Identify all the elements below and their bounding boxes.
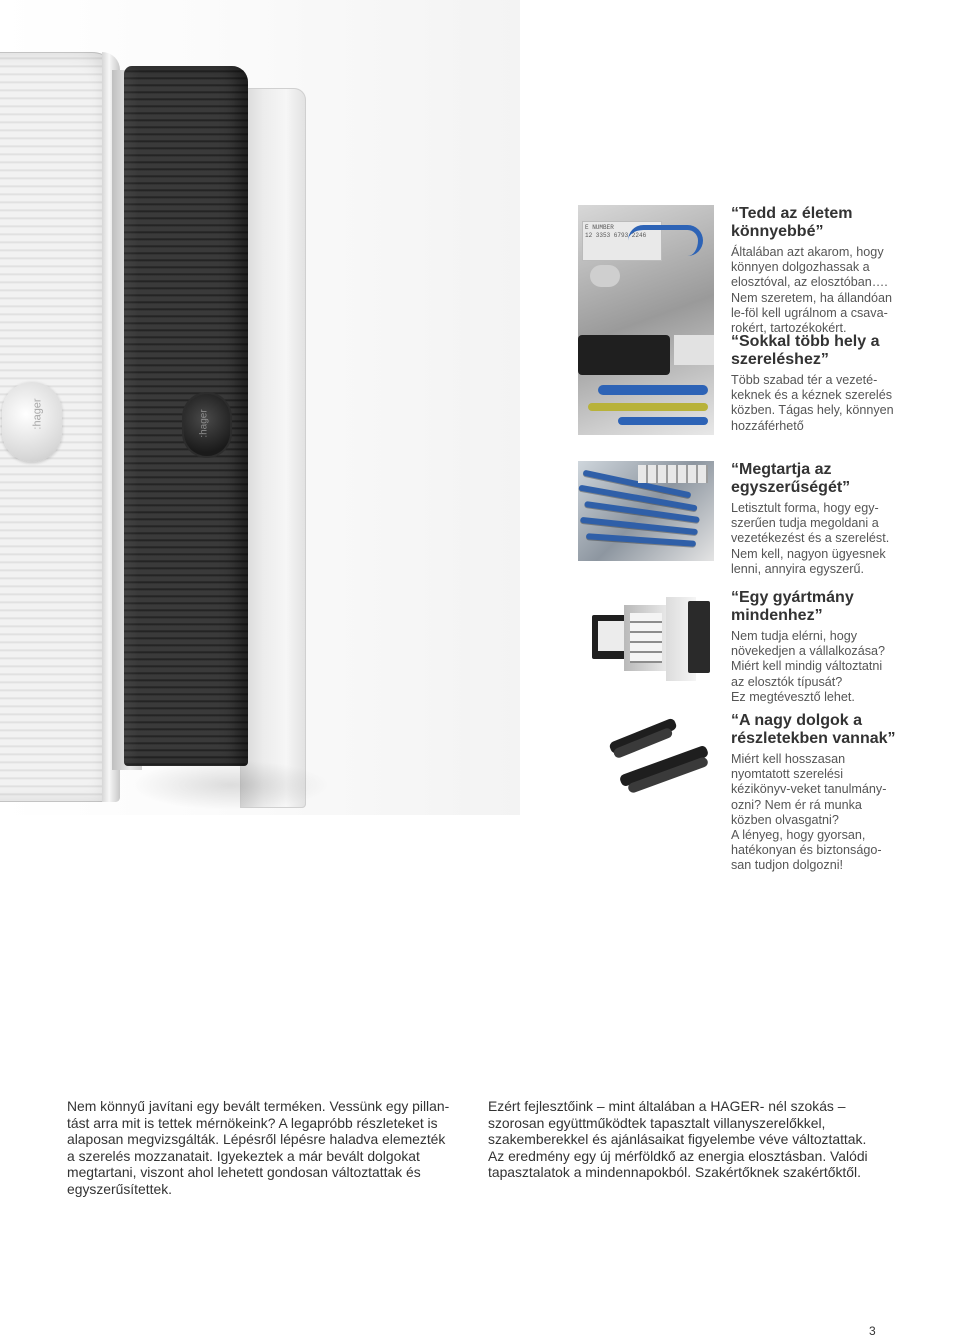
body-text-left: Nem könnyű javítani egy bevált terméken. Vessünk egy pillan- tást arra mit is tettek mérnökeink? A legapróbb részleteket is alaposan megvizsgálták. Lépésről lépésre haladva elemezték a szerelés mozzanatait. Igyekeztek a már bevált dolgokat megtartani, viszont ahol lehetett gondosan változtattak és egyszerűsítettek. <box>67 1098 450 1197</box>
cabinet-dark-door <box>124 66 248 766</box>
feature-thumb-1 <box>578 205 714 435</box>
feature-body-1: Általában azt akarom, hogy könnyen dolgozhassak a elosztóval, az elosztóban…. Nem szeretem, ha állandóan le-föl kell ugrálnom a csava- rokért, tartozékokért. <box>731 245 893 336</box>
feature-body-3: Letisztult forma, hogy egy- szerűen tudja megoldani a vezetékezést és a szerelést. Nem kell, nagyon ügyesnek lenni, annyira egyszerű. <box>731 501 890 576</box>
feature-thumb-3 <box>578 461 714 561</box>
door-handle-knob <box>184 394 230 456</box>
feature-title-5: “A nagy dolgok a részletekben vannak” <box>731 712 896 747</box>
hager-logo-badge <box>2 382 62 462</box>
feature-thumb-5 <box>578 712 714 806</box>
feature-title-3: “Megtartja az egyszerűségét” <box>731 461 851 496</box>
cabinet-body-side <box>240 88 306 808</box>
feature-body-5: Miért kell hosszasan nyomtatott szerelési kézikönyv-veket tanulmány- ozni? Nem ér rá munka közben olvasgatni? A lényeg, hogy gyorsan, hatékonyan és biztonságo- san tudjon dolgozni! <box>731 752 887 873</box>
cabinet-white-front <box>0 52 120 802</box>
body-text-right: Ezért fejlesztőink – mint általában a HAGER- nél szokás – szorosan együttműködtek tapasztalt villanyszerelőkkel, szakemberekkel és ajánlásaikat figyelembe véve változtattak. Az eredmény egy új mérföldkő az energia elosztásban. Valódi tapasztalatok a mindennapokból. Szakértőknek szakértőktől. <box>488 1098 868 1181</box>
product-label-sticker: E NUMBER 12 3353 6793 2246 <box>582 221 662 261</box>
feature-thumb-4 <box>578 589 714 683</box>
page-number: 3 <box>869 1324 876 1338</box>
hager-logo-text: :hager <box>31 398 44 430</box>
feature-title-1: “Tedd az életem könnyebbé” <box>731 205 853 240</box>
feature-body-4: Nem tudja elérni, hogy növekedjen a vállalkozása? Miért kell mindig változtatni az elosztók típusát? Ez megtévesztő lehet. <box>731 629 886 704</box>
feature-title-4: “Egy gyártmány mindenhez” <box>731 589 854 624</box>
feature-title-2: “Sokkal több hely a szereléshez” <box>731 333 880 368</box>
feature-body-2: Több szabad tér a vezeté- keknek és a kéznek szerelés közben. Tágas hely, könnyen hozzáférhető <box>731 373 894 433</box>
hero-product-image <box>0 0 520 815</box>
knob-brand-text: :hager <box>198 409 210 438</box>
